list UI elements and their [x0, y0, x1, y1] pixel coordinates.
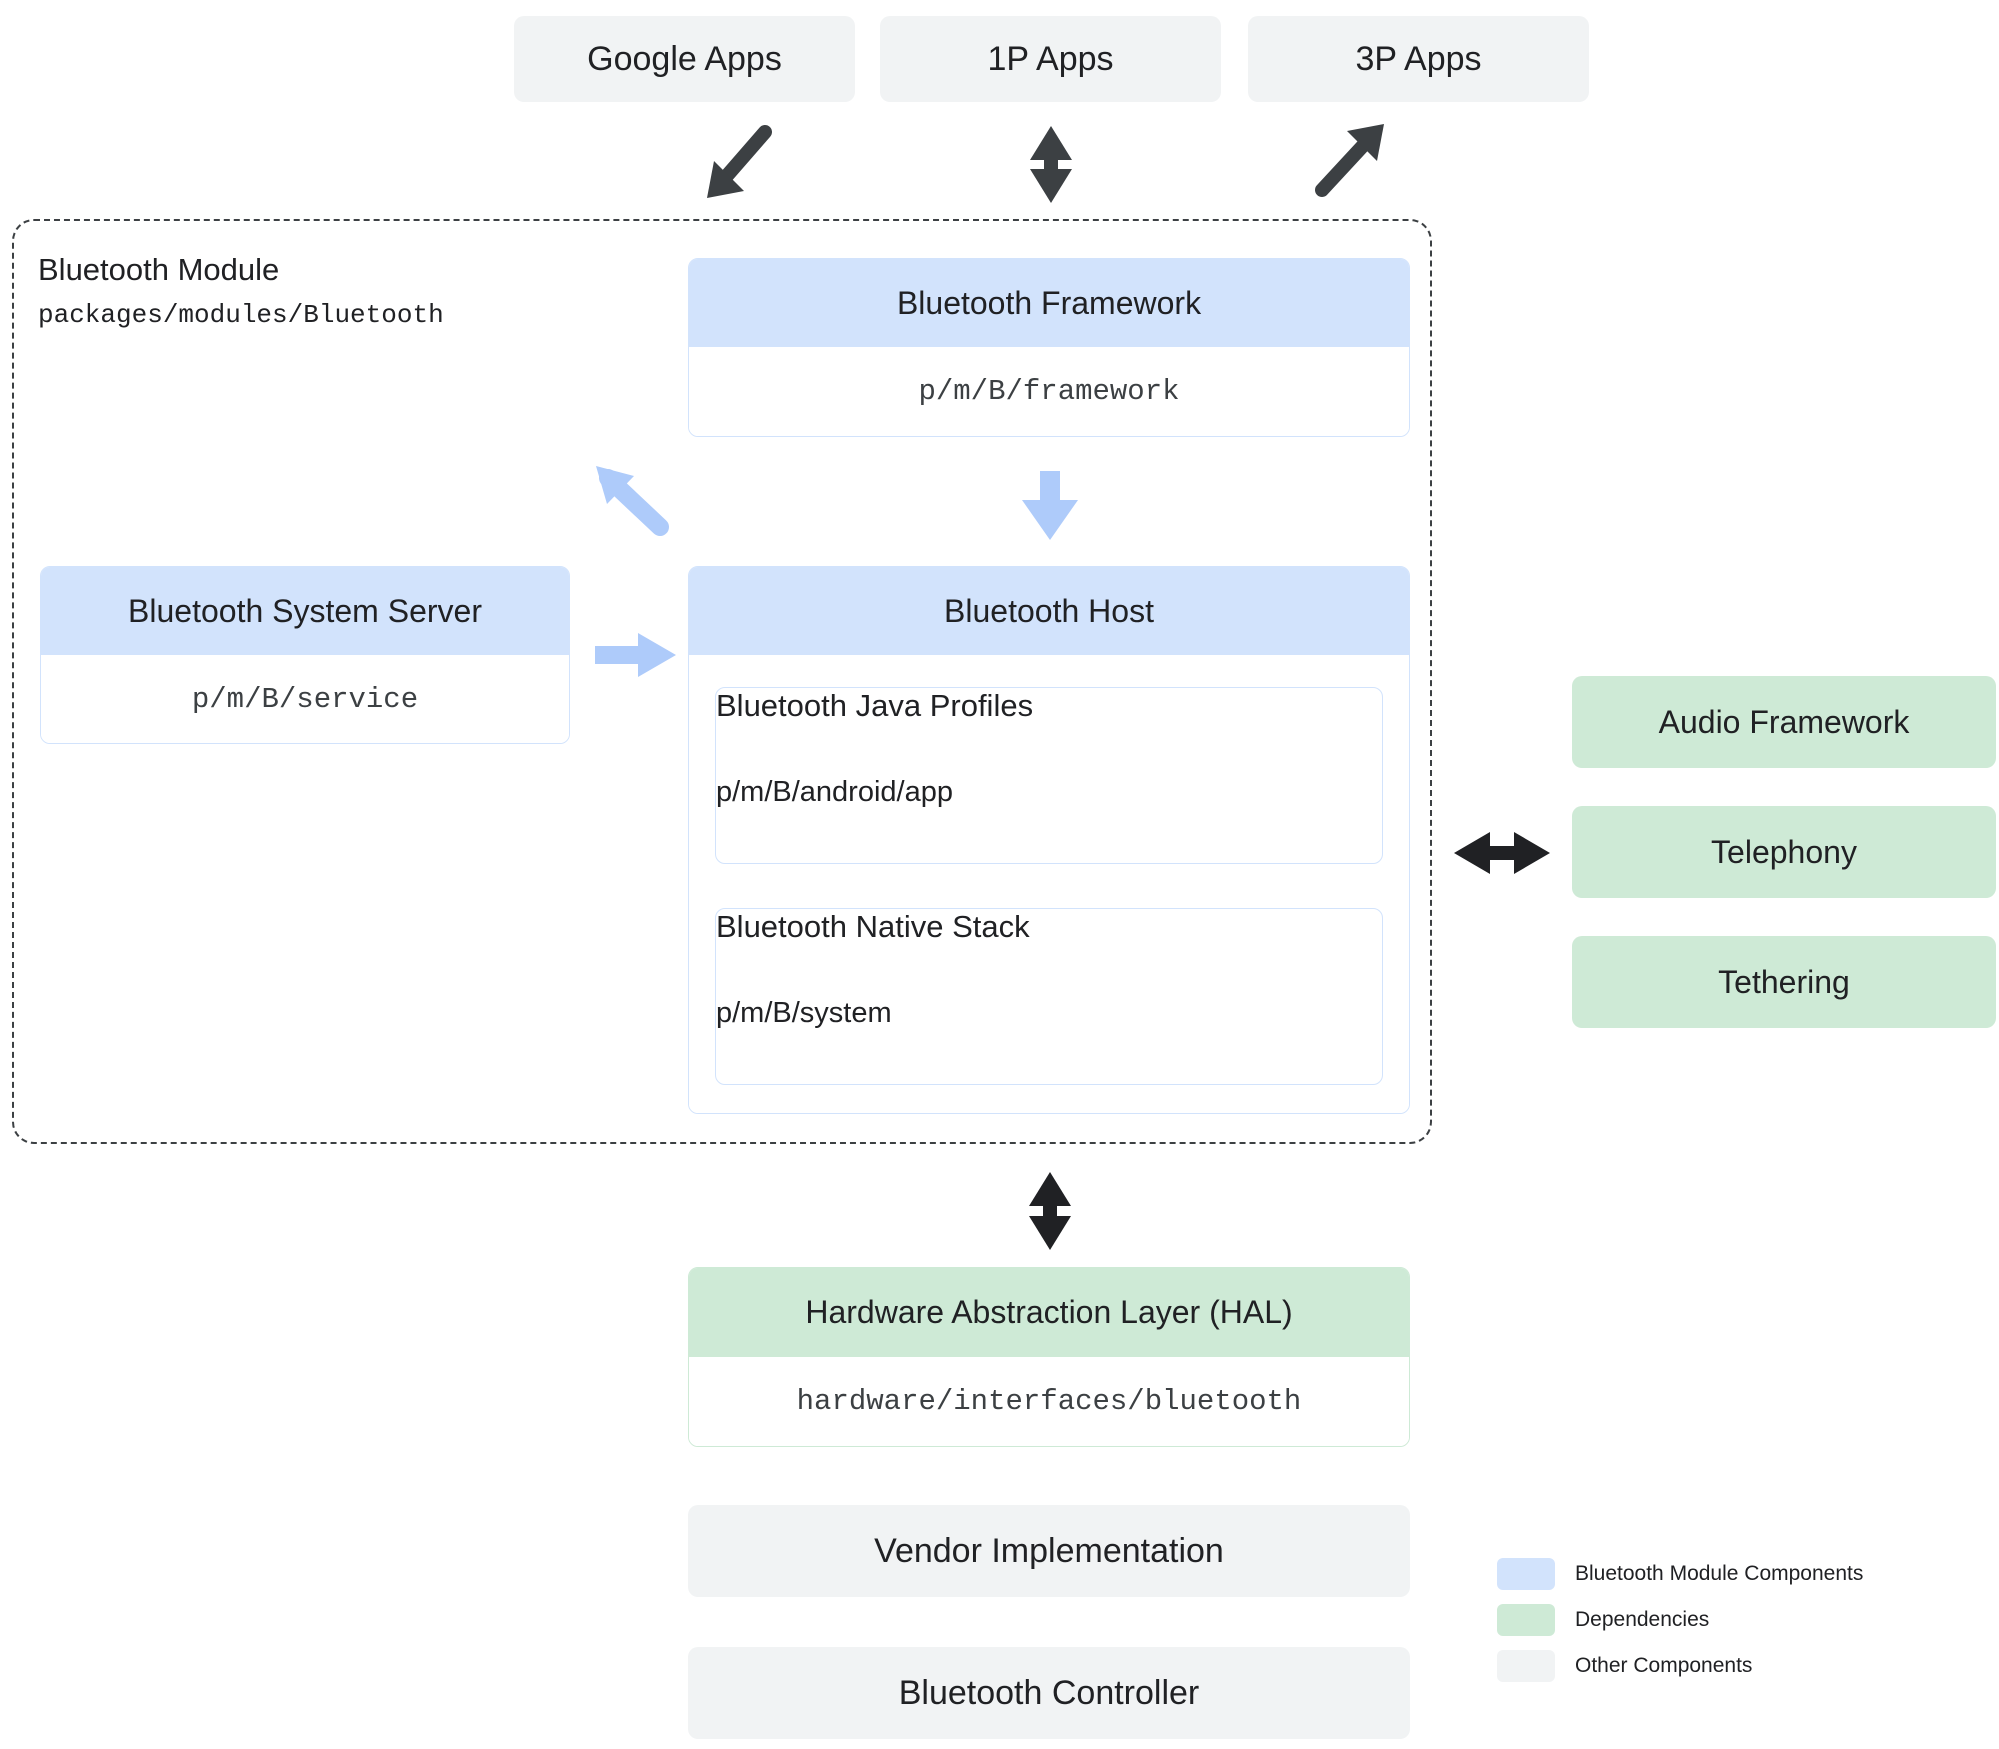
legend-label-other-components: Other Components [1575, 1654, 1753, 1677]
card-bluetooth-system-server-header [41, 567, 569, 655]
arrow-google-apps-to-module [707, 132, 765, 198]
card-hal-header [689, 1268, 1409, 1357]
card-bluetooth-host-label: Bluetooth Host [944, 592, 1154, 629]
box-telephony-label: Telephony [1711, 833, 1857, 870]
card-bluetooth-framework-path: p/m/B/framework [689, 347, 1409, 436]
box-audio-framework [1572, 676, 1996, 768]
card-bluetooth-native-stack-path: p/m/B/system [716, 997, 892, 1029]
box-google-apps-label: Google Apps [587, 39, 782, 78]
card-bluetooth-host-header [689, 567, 1409, 655]
box-1p-apps-label: 1P Apps [987, 39, 1114, 78]
legend-swatch-other-components [1497, 1650, 1555, 1682]
card-bluetooth-java-profiles-label: Bluetooth Java Profiles [716, 688, 1034, 723]
legend-label-module-components: Bluetooth Module Components [1575, 1562, 1864, 1585]
arrow-module-to-hal [1029, 1172, 1071, 1250]
legend-swatch-dependencies [1497, 1604, 1555, 1636]
card-bluetooth-system-server [40, 566, 570, 744]
card-bluetooth-system-server-path: p/m/B/service [41, 655, 569, 743]
box-bluetooth-controller-label: Bluetooth Controller [898, 1673, 1200, 1712]
card-bluetooth-native-stack-label: Bluetooth Native Stack [716, 909, 1030, 944]
legend-label-dependencies: Dependencies [1575, 1608, 1710, 1631]
card-bluetooth-java-profiles-header [716, 688, 1382, 776]
card-bluetooth-native-stack-header [716, 909, 1382, 997]
card-bluetooth-java-profiles-path: p/m/B/android/app [716, 776, 953, 808]
box-3p-apps [1248, 16, 1589, 102]
arrow-host-to-dependencies [1454, 832, 1550, 874]
box-tethering [1572, 936, 1996, 1028]
box-vendor-implementation-label: Vendor Implementation [874, 1531, 1224, 1570]
box-telephony [1572, 806, 1996, 898]
box-audio-framework-label: Audio Framework [1658, 703, 1910, 740]
legend [1497, 1558, 1863, 1696]
card-hal-path: hardware/interfaces/bluetooth [689, 1357, 1409, 1446]
bluetooth-module-title: Bluetooth Module [38, 252, 280, 287]
card-bluetooth-native-stack [715, 908, 1383, 1085]
legend-item-dependencies [1497, 1604, 1863, 1636]
card-bluetooth-java-profiles [715, 687, 1383, 864]
box-bluetooth-controller [688, 1647, 1410, 1739]
legend-item-module-components [1497, 1558, 1863, 1590]
card-hal-label: Hardware Abstraction Layer (HAL) [805, 1294, 1293, 1330]
card-bluetooth-framework-header [689, 259, 1409, 347]
bluetooth-module-path: packages/modules/Bluetooth [38, 300, 444, 330]
card-bluetooth-system-server-label: Bluetooth System Server [128, 592, 482, 629]
card-bluetooth-framework [688, 258, 1410, 437]
box-1p-apps [880, 16, 1221, 102]
card-bluetooth-framework-label: Bluetooth Framework [896, 284, 1202, 321]
legend-item-other-components [1497, 1650, 1863, 1682]
box-vendor-implementation [688, 1505, 1410, 1597]
card-hal [688, 1267, 1410, 1447]
box-google-apps [514, 16, 855, 102]
legend-swatch-module-components [1497, 1558, 1555, 1590]
box-tethering-label: Tethering [1718, 963, 1850, 1000]
arrow-1p-apps-to-module [1030, 126, 1072, 203]
arrow-3p-apps-to-module [1322, 124, 1384, 190]
box-3p-apps-label: 3P Apps [1355, 39, 1482, 78]
